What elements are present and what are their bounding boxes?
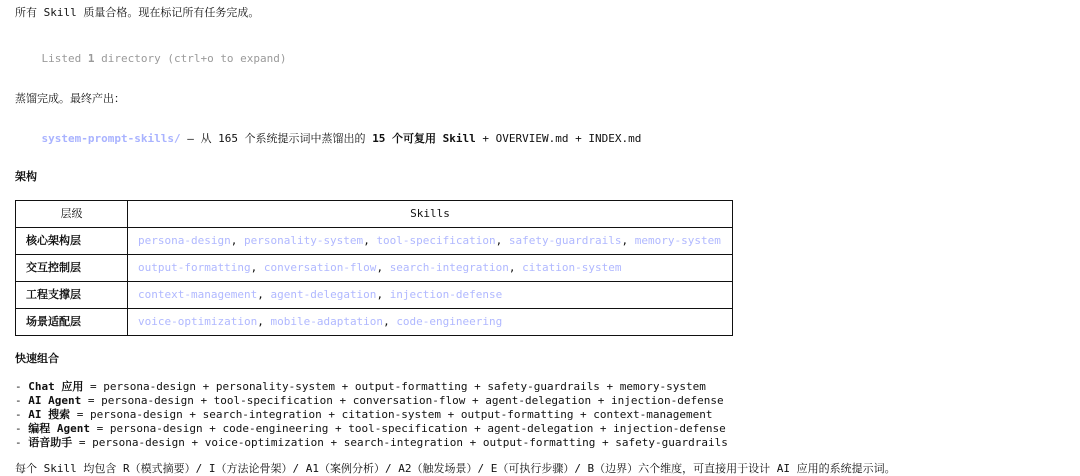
quick-combos-title: 快速组合 xyxy=(15,352,59,365)
combo-text: = persona-design + tool-specification + conversation-flow + agent-delegation + injection-defense xyxy=(81,394,724,407)
output-bold-text: 15 个可复用 Skill xyxy=(372,132,476,145)
output-middle-text: — 从 165 个系统提示词中蒸馏出的 xyxy=(180,132,373,145)
skill-item[interactable]: mobile-adaptation xyxy=(270,315,384,328)
list-bullet: - xyxy=(15,422,29,435)
output-summary-line xyxy=(15,118,1080,160)
footer-text: 每个 Skill 均包含 R（模式摘要）/ I（方法论骨架）/ A1（案例分析）/ A2（触发场景）/ E（可执行步骤）/ B（边界）六个维度，可直接用于设计 AI 应用的系统提示词。 xyxy=(15,462,896,475)
skill-item[interactable]: persona-design xyxy=(138,234,231,247)
spacer xyxy=(15,160,1080,170)
status-line: 所有 Skill 质量合格。现在标记所有任务完成。 xyxy=(15,6,260,19)
skill-item[interactable]: injection-defense xyxy=(389,288,503,301)
skill-item[interactable]: voice-optimization xyxy=(138,315,258,328)
layer-column-header: 层级 xyxy=(16,201,128,228)
skills-column-header: Skills xyxy=(128,201,733,228)
table-row xyxy=(16,309,733,336)
list-bullet: - xyxy=(15,436,29,449)
list-item xyxy=(15,422,1080,436)
skill-item[interactable]: safety-guardrails xyxy=(508,234,622,247)
combo-name: AI Agent xyxy=(28,394,82,407)
skill-item[interactable]: output-formatting xyxy=(138,261,251,274)
quick-combos-list xyxy=(15,380,1080,450)
listed-directory-line xyxy=(15,38,1080,80)
architecture-table-body xyxy=(16,228,733,336)
layer-name: 场景适配层 xyxy=(16,309,128,336)
output-tail-text: + OVERVIEW.md + INDEX.md xyxy=(475,132,642,145)
skill-item[interactable]: code-engineering xyxy=(396,315,503,328)
combo-text: = persona-design + voice-optimization + search-integration + output-formatting + safety-guardrails xyxy=(72,436,728,449)
distill-done-line: 蒸馏完成。最终产出： xyxy=(15,92,125,105)
combo-text: = persona-design + search-integration + citation-system + output-formatting + context-management xyxy=(70,408,713,421)
layer-name: 交互控制层 xyxy=(16,255,128,282)
list-item xyxy=(15,380,1080,394)
spacer xyxy=(15,80,1080,92)
spacer xyxy=(15,366,1080,380)
list-bullet: - xyxy=(15,408,29,421)
architecture-title: 架构 xyxy=(15,170,37,183)
skill-item[interactable]: memory-system xyxy=(634,234,721,247)
skill-item[interactable]: citation-system xyxy=(522,261,622,274)
skill-item[interactable]: conversation-flow xyxy=(263,261,377,274)
combo-text: = persona-design + personality-system + output-formatting + safety-guardrails + memory-system xyxy=(83,380,706,393)
skills-cell: voice-optimization, mobile-adaptation, code-engineering xyxy=(128,309,733,336)
architecture-table xyxy=(15,200,733,336)
spacer xyxy=(15,20,1080,38)
list-bullet: - xyxy=(15,394,29,407)
list-item xyxy=(15,408,1080,422)
layer-name: 核心架构层 xyxy=(16,228,128,255)
skill-item[interactable]: personality-system xyxy=(243,234,364,247)
listed-prefix: Listed xyxy=(41,52,88,65)
skill-item[interactable]: tool-specification xyxy=(376,234,496,247)
skills-cell: persona-design, personality-system, tool-specification, safety-guardrails, memory-system xyxy=(128,228,733,255)
listed-count: 1 xyxy=(87,52,95,65)
table-header-row xyxy=(16,201,733,228)
combo-name: AI 搜索 xyxy=(28,408,71,421)
combo-name: 语音助手 xyxy=(28,436,73,449)
table-row xyxy=(16,255,733,282)
spacer xyxy=(15,106,1080,118)
table-row xyxy=(16,228,733,255)
listed-suffix: directory (ctrl+o to expand) xyxy=(94,52,287,65)
combo-text: = persona-design + code-engineering + tool-specification + agent-delegation + injection-defense xyxy=(90,422,726,435)
skill-item[interactable]: search-integration xyxy=(389,261,509,274)
list-bullet: - xyxy=(15,380,29,393)
list-item xyxy=(15,394,1080,408)
skills-cell: context-management, agent-delegation, injection-defense xyxy=(128,282,733,309)
combo-name: Chat 应用 xyxy=(28,380,84,393)
layer-name: 工程支撑层 xyxy=(16,282,128,309)
architecture-table-wrapper xyxy=(15,200,1080,336)
skill-item[interactable]: context-management xyxy=(138,288,258,301)
skills-cell: output-formatting, conversation-flow, search-integration, citation-system xyxy=(128,255,733,282)
table-row xyxy=(16,282,733,309)
spacer xyxy=(15,450,1080,462)
output-folder-link[interactable]: system-prompt-skills/ xyxy=(41,132,181,145)
list-item xyxy=(15,436,1080,450)
combo-name: 编程 Agent xyxy=(28,422,90,435)
skill-item[interactable]: agent-delegation xyxy=(270,288,377,301)
